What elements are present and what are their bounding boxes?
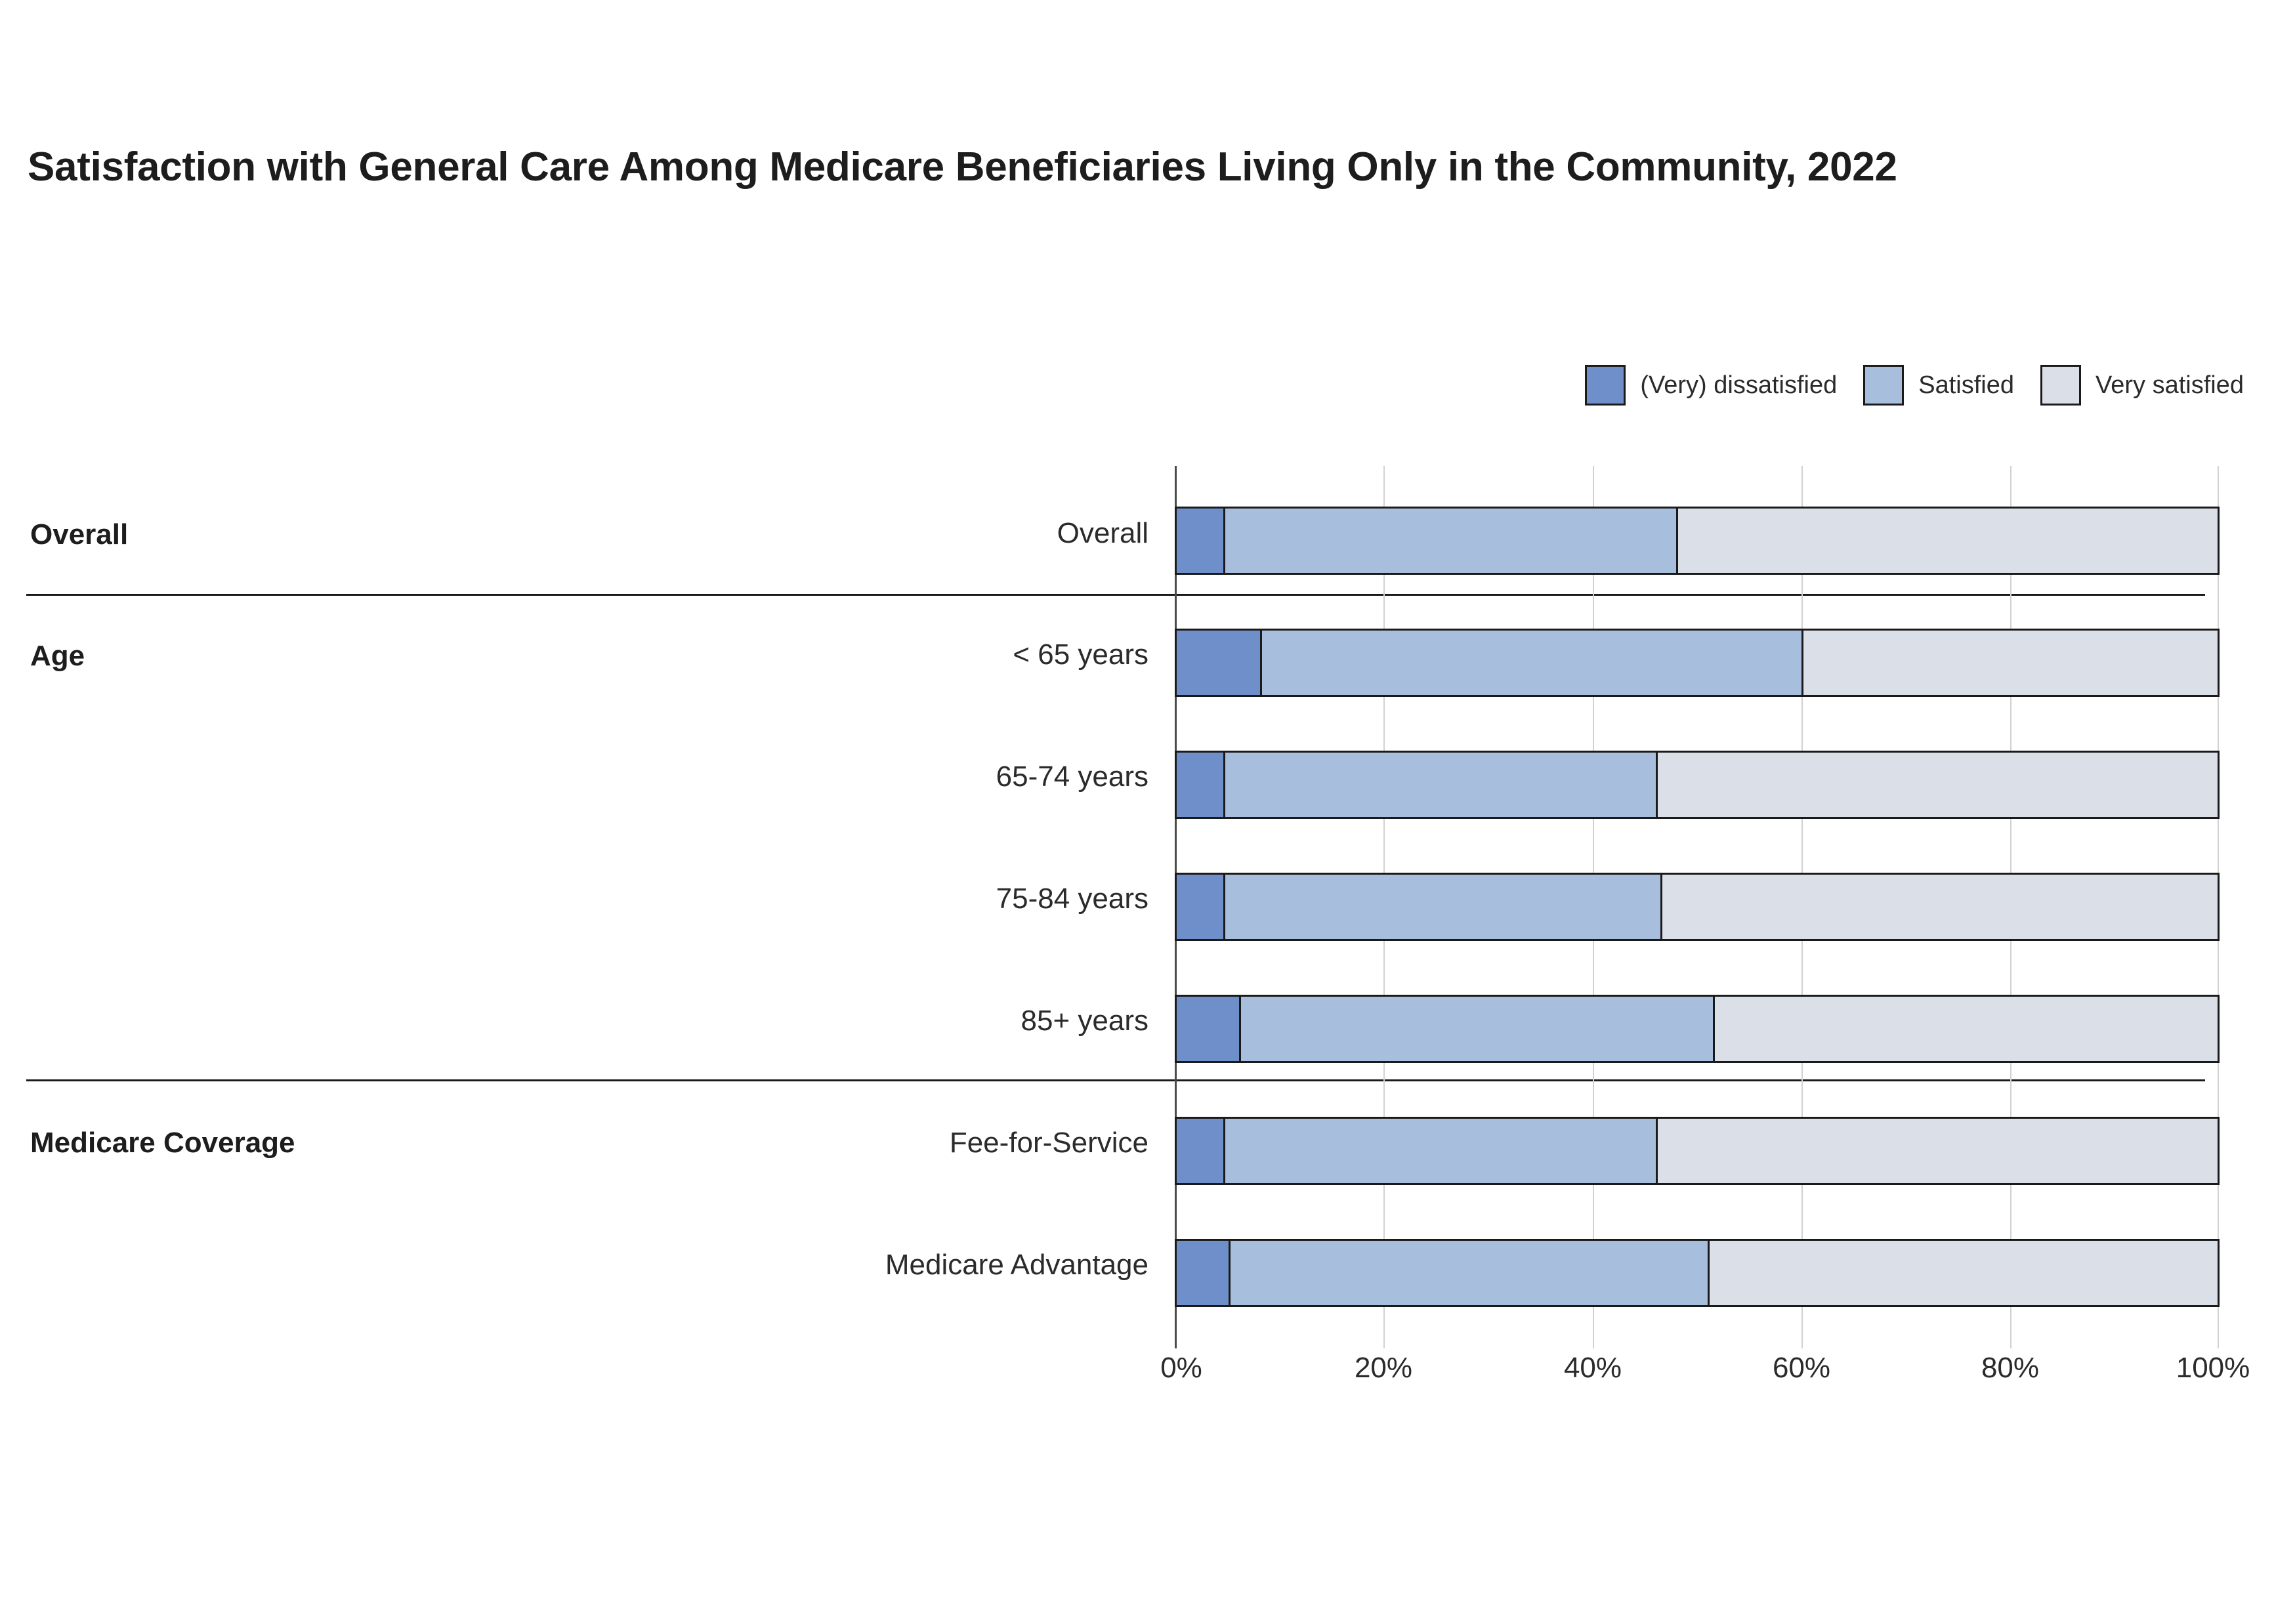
bar-row — [1175, 751, 2220, 819]
category-label-75-84: 75-84 years — [996, 883, 1148, 915]
bar-row — [1175, 1239, 2220, 1307]
legend-swatch-icon — [2040, 365, 2081, 406]
legend-swatch-icon — [1863, 365, 1904, 406]
bar-segment-0 — [1177, 631, 1260, 695]
plot-area — [1175, 466, 2220, 1348]
bar-row — [1175, 507, 2220, 575]
bar-row — [1175, 873, 2220, 941]
category-label-under-65: < 65 years — [1013, 638, 1148, 671]
xtick-label-20: 20% — [1354, 1352, 1413, 1384]
legend-label: Very satisfied — [2095, 371, 2244, 399]
xtick-label-100: 100% — [2176, 1352, 2250, 1384]
bar-segment-0 — [1177, 753, 1223, 817]
chart-legend — [1559, 365, 2244, 406]
bar-row — [1175, 629, 2220, 697]
legend-label: (Very) dissatisfied — [1640, 371, 1838, 399]
bar-row — [1175, 1117, 2220, 1185]
bar-segment-0 — [1177, 509, 1223, 573]
group-label-medicare-coverage: Medicare Coverage — [30, 1127, 295, 1159]
page-title: Satisfaction with General Care Among Medicare Beneficiaries Living Only in the Community, 2022 — [28, 144, 1897, 190]
category-label-65-74: 65-74 years — [996, 760, 1148, 793]
xtick-label-80: 80% — [1981, 1352, 2040, 1384]
category-label-overall: Overall — [1057, 517, 1148, 549]
legend-item-satisfied — [1863, 365, 2014, 406]
legend-label: Satisfied — [1918, 371, 2014, 399]
category-label-medicare-advantage: Medicare Advantage — [885, 1249, 1148, 1281]
xtick-label-40: 40% — [1563, 1352, 1622, 1384]
legend-item-dissatisfied — [1585, 365, 1837, 406]
bar-segment-2 — [1676, 509, 2218, 573]
xtick-label-0: 0% — [1160, 1352, 1202, 1384]
group-label-overall: Overall — [30, 518, 129, 551]
bar-row — [1175, 995, 2220, 1063]
category-label-85-plus: 85+ years — [1021, 1005, 1148, 1037]
xtick-label-60: 60% — [1772, 1352, 1831, 1384]
bar-segment-1 — [1223, 875, 1660, 939]
bar-segment-2 — [1656, 1119, 2218, 1183]
group-label-age: Age — [30, 640, 85, 672]
bar-segment-0 — [1177, 1241, 1229, 1305]
category-label-fee-for-service: Fee-for-Service — [949, 1127, 1148, 1159]
bar-segment-2 — [1801, 631, 2218, 695]
bar-segment-1 — [1260, 631, 1801, 695]
bar-segment-1 — [1223, 509, 1676, 573]
bar-segment-2 — [1713, 997, 2218, 1061]
legend-swatch-icon — [1585, 365, 1626, 406]
bar-segment-0 — [1177, 1119, 1223, 1183]
bar-segment-1 — [1239, 997, 1713, 1061]
bar-segment-1 — [1223, 1119, 1655, 1183]
bar-segment-1 — [1223, 753, 1655, 817]
bar-segment-2 — [1708, 1241, 2218, 1305]
bar-segment-2 — [1656, 753, 2218, 817]
bar-segment-1 — [1229, 1241, 1708, 1305]
bar-segment-0 — [1177, 997, 1239, 1061]
bar-segment-0 — [1177, 875, 1223, 939]
bar-segment-2 — [1660, 875, 2218, 939]
legend-item-very-satisfied — [2040, 365, 2244, 406]
